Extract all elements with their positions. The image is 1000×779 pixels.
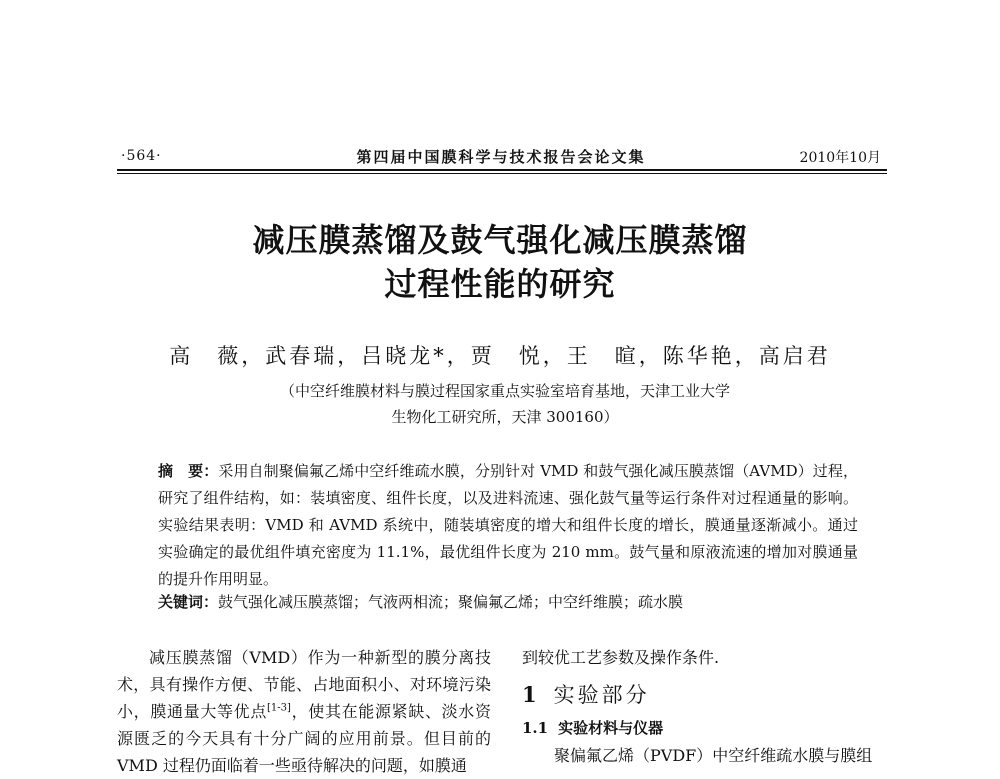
section-1-1-number: 1.1 [522,719,549,737]
section-1-1-heading [522,715,894,742]
affiliation [200,378,810,430]
publication-date: 2010年10月 [799,150,881,166]
header-rule-thick [117,169,887,171]
journal-title: 第四届中国膜科学与技术报告会论文集 [356,148,646,166]
author-list: 高 薇，武春瑞，吕晓龙*，贾 悦，王 暄，陈华艳，高启君 [169,344,831,368]
continuation-text: 到较优工艺参数及操作条件. [522,648,720,667]
affiliation-line-2: 生物化工研究所，天津 300160） [391,408,619,426]
section-1-1-title: 实验材料与仪器 [558,719,664,737]
section-1-number: 1 [522,682,540,707]
affiliation-line-1: （中空纤维膜材料与膜过程国家重点实验室培育基地，天津工业大学 [279,382,730,400]
header-rule-thin [117,173,887,174]
keywords [158,591,858,612]
body-column-right [522,644,894,769]
paper-title-line-1: 减压膜蒸馏及鼓气强化减压膜蒸馏 [252,221,748,259]
intro-text-2: ，使其在能源紧缺、淡水资源匮乏的今天具有十分广阔的应用前景。但目前的 VMD 过程仍面临着一些亟待解决的问题，如膜通 [117,702,491,775]
section-1-title: 实验部分 [553,683,650,707]
paper-title-line-2: 过程性能的研究 [384,265,616,303]
citation-ref: [1-3] [267,702,291,714]
section-1-1-text: 聚偏氟乙烯（PVDF）中空纤维疏水膜与膜组 [554,746,873,765]
intro-paragraph [117,644,491,779]
keywords-text: 鼓气强化减压膜蒸馏；气液两相流；聚偏氟乙烯；中空纤维膜；疏水膜 [218,593,684,611]
paper-title [150,218,850,306]
page-number: ·564· [121,148,162,164]
keywords-label: 关键词： [158,593,219,611]
body-column-left [117,644,491,779]
abstract-text: 采用自制聚偏氟乙烯中空纤维疏水膜，分别针对 VMD 和鼓气强化减压膜蒸馏（AVMD）过程，研究了组件结构，如：装填密度、组件长度，以及进料流速、强化鼓气量等运行条件对过程通量的影响。实验结果表明：VMD 和 AVMD 系统中，随装填密度的增大和组件长度的增长，膜通量逐渐减小。通过实验确定的最优组件填充密度为 11.1%，最优组件长度为 210 mm。鼓气量和原液流速的增加对膜通量的提升作用明显。 [158,462,858,588]
intro-text-1: 减压膜蒸馏（VMD）作为一种新型的膜分离技术，具有操作方便、节能、占地面积小、对环境污染小，膜通量大等优点 [117,648,491,721]
section-1-heading [522,681,894,709]
abstract [158,458,858,593]
abstract-label: 摘 要： [158,462,219,480]
running-header [121,146,881,168]
